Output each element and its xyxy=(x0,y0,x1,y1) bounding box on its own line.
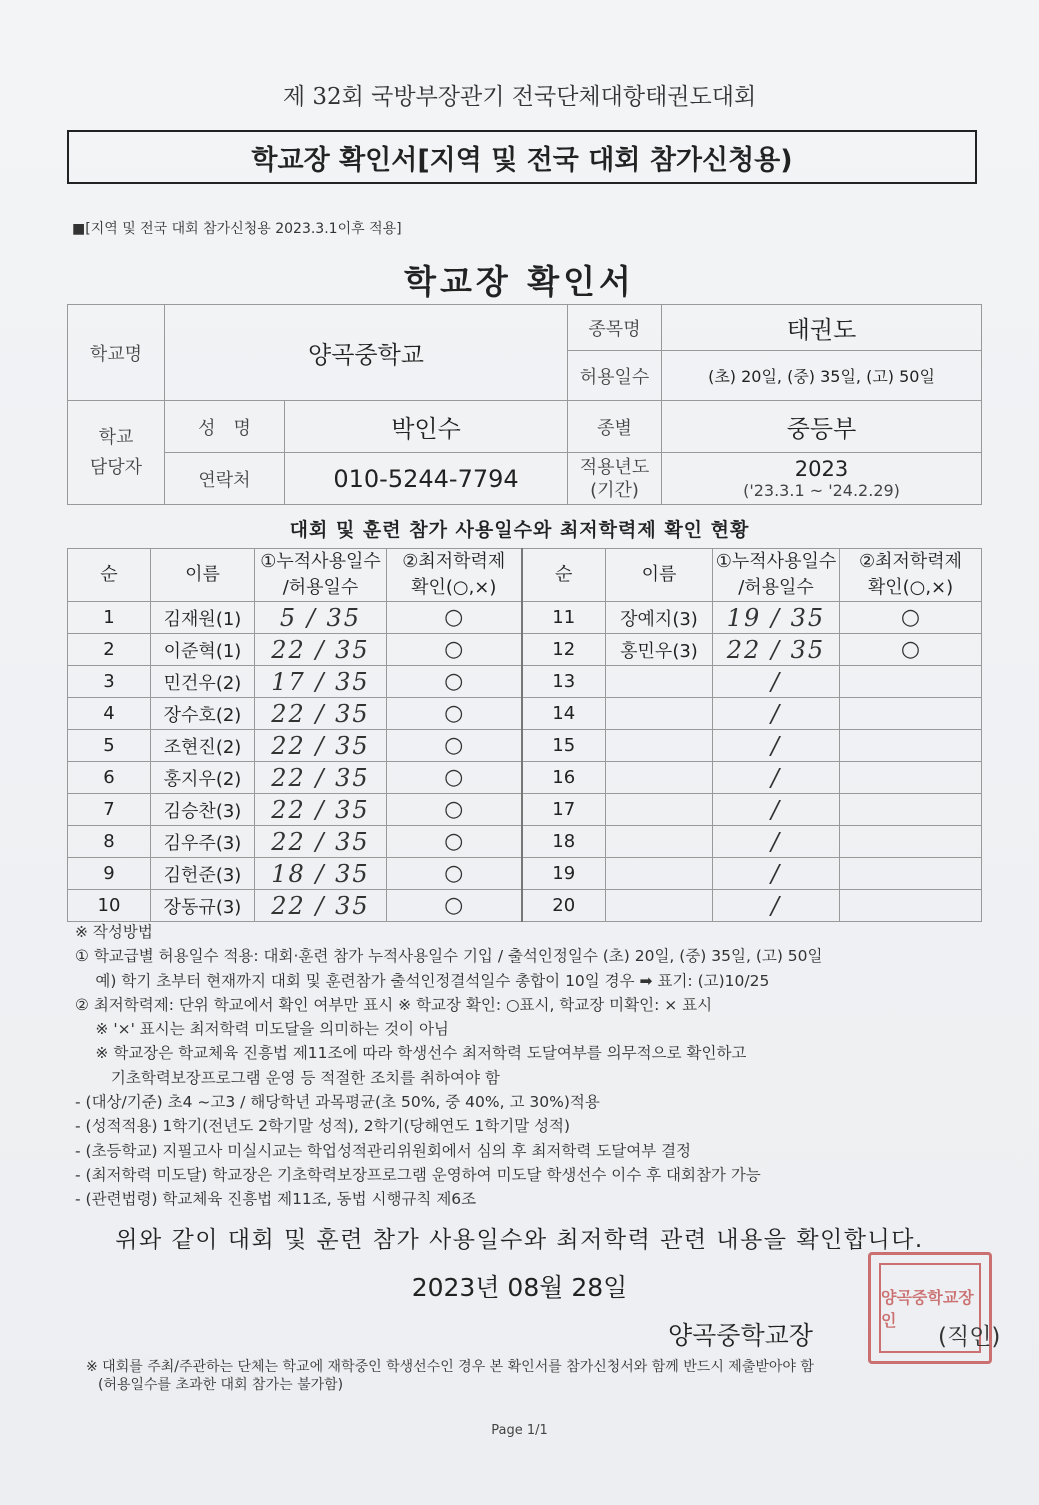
row-name xyxy=(606,698,713,730)
row-no: 2 xyxy=(68,634,151,666)
usage-note: ■[지역 및 전국 대회 참가신청용 2023.3.1이후 적용] xyxy=(72,221,402,237)
row-check: ○ xyxy=(387,826,522,858)
row-days: 22 / 35 xyxy=(255,890,387,922)
header-days: ①누적사용일수 /허용일수 xyxy=(713,549,840,602)
header-check: ②최저학력제 확인(○,×) xyxy=(840,549,982,602)
row-no: 8 xyxy=(68,826,151,858)
row-name: 김재원(1) xyxy=(151,602,255,634)
instruction-line: - (관련법령) 학교체육 진흥법 제11조, 동법 시행규칙 제6조 xyxy=(75,1190,477,1209)
row-name: 홍민우(3) xyxy=(606,634,713,666)
row-days: / xyxy=(713,858,840,890)
row-check: ○ xyxy=(840,634,982,666)
row-name xyxy=(606,794,713,826)
manager-label: 학교 담당자 xyxy=(68,401,165,505)
table-row xyxy=(68,634,982,666)
row-no: 16 xyxy=(522,762,606,794)
row-no: 18 xyxy=(522,826,606,858)
row-days: 22 / 35 xyxy=(255,698,387,730)
row-check: ○ xyxy=(840,602,982,634)
row-check xyxy=(840,666,982,698)
row-no: 1 xyxy=(68,602,151,634)
row-no: 10 xyxy=(68,890,151,922)
table-row xyxy=(68,890,982,922)
row-days: / xyxy=(713,762,840,794)
row-check: ○ xyxy=(387,666,522,698)
row-days: 18 / 35 xyxy=(255,858,387,890)
row-no: 17 xyxy=(522,794,606,826)
row-check xyxy=(840,826,982,858)
header-name: 이름 xyxy=(606,549,713,602)
header-name: 이름 xyxy=(151,549,255,602)
row-no: 5 xyxy=(68,730,151,762)
row-no: 9 xyxy=(68,858,151,890)
row-name xyxy=(606,890,713,922)
contact-label: 연락처 xyxy=(165,453,285,505)
table-row xyxy=(68,762,982,794)
table-row xyxy=(68,858,982,890)
principal-name: 양곡중학교장 xyxy=(668,1321,813,1350)
row-check xyxy=(840,890,982,922)
footnote xyxy=(86,1358,986,1394)
athlete-table xyxy=(67,548,982,922)
row-name: 김우주(3) xyxy=(151,826,255,858)
row-days: / xyxy=(713,698,840,730)
row-no: 6 xyxy=(68,762,151,794)
row-name: 김헌준(3) xyxy=(151,858,255,890)
row-check xyxy=(840,762,982,794)
row-name: 장수호(2) xyxy=(151,698,255,730)
date: 2023년 08월 28일 xyxy=(411,1273,628,1302)
document-title: 학교장 확인서[지역 및 전국 대회 참가신청용) xyxy=(251,144,793,176)
instruction-line: - (최저학력 미도달) 학교장은 기초학력보장프로그램 운영하여 미도달 학생선수 이수 후 대회참가 가능 xyxy=(75,1165,761,1184)
stamp-text: 양곡중학교장인 xyxy=(881,1288,974,1330)
instruction-line: ② 최저학력제: 단위 학교에서 확인 여부만 표시 ※ 학교장 확인: ○표시, 학교장 미확인: × 표시 xyxy=(75,995,713,1014)
row-days: / xyxy=(713,890,840,922)
instruction-line: ※ '×' 표시는 최저학력 미도달을 의미하는 것이 아님 xyxy=(75,1020,449,1039)
division-value: 중등부 xyxy=(662,401,982,453)
instruction-line: ※ 학교장은 학교체육 진흥법 제11조에 따라 학생선수 최저학력 도달여부를 의무적으로 확인하고 xyxy=(75,1044,747,1063)
row-check: ○ xyxy=(387,698,522,730)
row-no: 4 xyxy=(68,698,151,730)
row-days: 5 / 35 xyxy=(255,602,387,634)
row-days: 22 / 35 xyxy=(255,826,387,858)
row-name xyxy=(606,826,713,858)
table-row xyxy=(68,730,982,762)
row-name: 민건우(2) xyxy=(151,666,255,698)
division-label: 종별 xyxy=(568,401,662,453)
event-title: 제 32회 국방부장관기 전국단체대항태권도대회 xyxy=(282,84,757,110)
table-row xyxy=(68,602,982,634)
section-title: 대회 및 훈련 참가 사용일수와 최저학력제 확인 현황 xyxy=(289,519,750,541)
row-days: / xyxy=(713,730,840,762)
instruction-line: - (성적적용) 1학기(전년도 2학기말 성적), 2학기(당해연도 1학기말 성적) xyxy=(75,1117,571,1136)
row-no: 7 xyxy=(68,794,151,826)
row-name xyxy=(606,762,713,794)
row-name xyxy=(606,858,713,890)
row-name: 이준혁(1) xyxy=(151,634,255,666)
event-value: 태권도 xyxy=(662,305,982,351)
row-check xyxy=(840,730,982,762)
instruction-line: - (대상/기준) 초4 ~고3 / 해당학년 과목평균(초 50%, 중 40%, 고 30%)적용 xyxy=(75,1093,600,1112)
seal-label: (직인) xyxy=(938,1324,1001,1350)
year-cell xyxy=(662,453,982,505)
contact-value: 010-5244-7794 xyxy=(285,453,568,505)
info-table xyxy=(67,304,982,505)
name-value: 박인수 xyxy=(285,401,568,453)
row-days: / xyxy=(713,666,840,698)
allowed-days-value: (초) 20일, (중) 35일, (고) 50일 xyxy=(662,351,982,401)
row-name: 홍지우(2) xyxy=(151,762,255,794)
school-label: 학교명 xyxy=(68,305,165,401)
name-label: 성 명 xyxy=(165,401,285,453)
header-no: 순 xyxy=(68,549,151,602)
instruction-line: 예) 학기 초부터 현재까지 대회 및 훈련참가 출석인정결석일수 총합이 10일 경우 ➡ 표기: (고)10/25 xyxy=(75,971,770,990)
row-days: / xyxy=(713,794,840,826)
header-check: ②최저학력제 확인(○,×) xyxy=(387,549,522,602)
footnote-line-1: ※ 대회를 주최/주관하는 단체는 학교에 재학중인 학생선수인 경우 본 확인서를 참가신청서와 함께 반드시 제출받아야 함 xyxy=(86,1359,814,1375)
table-row xyxy=(68,794,982,826)
row-name xyxy=(606,666,713,698)
row-check: ○ xyxy=(387,634,522,666)
table-row xyxy=(68,826,982,858)
confirm-text: 위와 같이 대회 및 훈련 참가 사용일수와 최저학력 관련 내용을 확인합니다. xyxy=(115,1227,924,1253)
row-name: 조현진(2) xyxy=(151,730,255,762)
row-no: 14 xyxy=(522,698,606,730)
table-row xyxy=(68,698,982,730)
event-label: 종목명 xyxy=(568,305,662,351)
instructions xyxy=(75,920,975,1212)
row-name: 김승찬(3) xyxy=(151,794,255,826)
school-value: 양곡중학교 xyxy=(165,305,568,401)
row-check xyxy=(840,858,982,890)
row-days: 22 / 35 xyxy=(713,634,840,666)
row-no: 19 xyxy=(522,858,606,890)
row-days: 22 / 35 xyxy=(255,634,387,666)
row-no: 12 xyxy=(522,634,606,666)
allowed-days-label: 허용일수 xyxy=(568,351,662,401)
instruction-line: - (초등학교) 지필고사 미실시교는 학업성적관리위원회에서 심의 후 최저학력 도달여부 결정 xyxy=(75,1141,692,1160)
row-no: 13 xyxy=(522,666,606,698)
row-days: 19 / 35 xyxy=(713,602,840,634)
page-number: Page 1/1 xyxy=(491,1423,548,1438)
row-no: 20 xyxy=(522,890,606,922)
row-days: / xyxy=(713,826,840,858)
header-no: 순 xyxy=(522,549,606,602)
row-check xyxy=(840,698,982,730)
year-label: 적용년도 (기간) xyxy=(568,453,662,505)
instruction-line: 기초학력보장프로그램 운영 등 적절한 조치를 취하여야 함 xyxy=(75,1068,500,1087)
form-title: 학교장 확인서 xyxy=(404,262,635,301)
row-check: ○ xyxy=(387,762,522,794)
row-days: 17 / 35 xyxy=(255,666,387,698)
row-name: 장동규(3) xyxy=(151,890,255,922)
instruction-line: ① 학교급별 허용일수 적용: 대회·훈련 참가 누적사용일수 기입 / 출석인정일수 (초) 20일, (중) 35일, (고) 50일 xyxy=(75,947,823,966)
row-name: 장예지(3) xyxy=(606,602,713,634)
year-value: 2023 xyxy=(794,457,849,481)
year-period: ('23.3.1 ~ '24.2.29) xyxy=(743,481,900,500)
row-days: 22 / 35 xyxy=(255,762,387,794)
row-check: ○ xyxy=(387,602,522,634)
row-no: 3 xyxy=(68,666,151,698)
row-days: 22 / 35 xyxy=(255,794,387,826)
document-title-box xyxy=(67,130,977,184)
table-row xyxy=(68,666,982,698)
row-no: 11 xyxy=(522,602,606,634)
row-check xyxy=(840,794,982,826)
row-check: ○ xyxy=(387,858,522,890)
instruction-line: ※ 작성방법 xyxy=(75,923,153,941)
row-name xyxy=(606,730,713,762)
row-no: 15 xyxy=(522,730,606,762)
row-check: ○ xyxy=(387,890,522,922)
row-check: ○ xyxy=(387,794,522,826)
header-days: ①누적사용일수 /허용일수 xyxy=(255,549,387,602)
row-days: 22 / 35 xyxy=(255,730,387,762)
footnote-line-2: (허용일수를 초과한 대회 참가는 불가함) xyxy=(98,1377,344,1393)
row-check: ○ xyxy=(387,730,522,762)
